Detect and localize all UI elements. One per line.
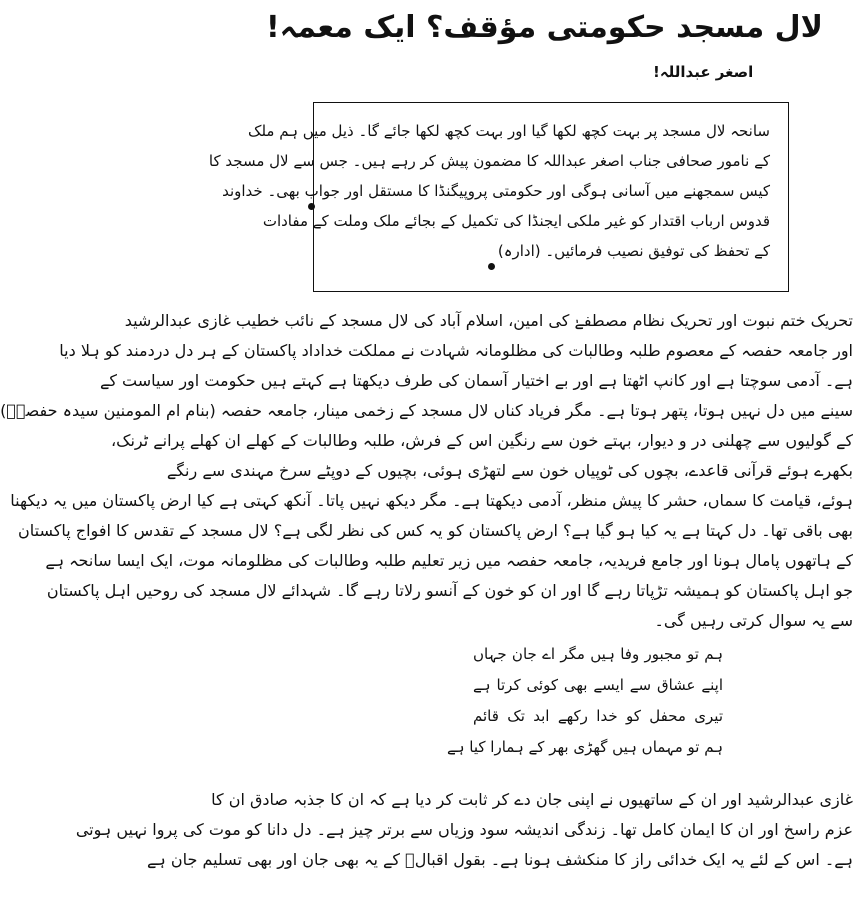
bullet-dot-icon bbox=[488, 263, 495, 270]
editorial-note-line: سانحہ لال مسجد پر بہت کچھ لکھا گیا اور بہت کچھ لکھا جائے گا۔ ذیل میں ہم ملک bbox=[248, 122, 770, 140]
bullet-dot-icon bbox=[308, 203, 315, 210]
poem-verse-line: اپنے عشاق سے ایسے بھی کوئی کرتا ہے bbox=[473, 676, 723, 694]
body-paragraph-line: کے ہاتھوں پامال ہونا اور جامع فریدیہ، جامعہ حفصہ میں زیر تعلیم طلبہ وطالبات کی مظلومانہ موت، ایک ایسا سانحہ ہے bbox=[45, 551, 853, 570]
body-paragraph-line: تحریک ختم نبوت اور تحریک نظام مصطفےٰ کی امین، اسلام آباد کی لال مسجد کے نائب خطیب غازی عبدالرشید bbox=[124, 311, 853, 330]
body-paragraph-line: اور جامعہ حفصہ کے معصوم طلبہ وطالبات کی مظلومانہ شہادت نے مملکت خداداد پاکستان کے ہر دل دردمند کو ہلا دیا bbox=[59, 341, 853, 360]
body-paragraph-line: سے یہ سوال کرتی رہیں گی۔ bbox=[654, 611, 853, 630]
body-paragraph-line: سینے میں دل نہیں ہوتا، پتھر ہوتا ہے۔ مگر فریاد کناں لال مسجد کے زخمی مینار، جامعہ حفصہ (بنام ام المومنین سیدہ حفصہؓ) bbox=[0, 401, 853, 420]
poem-verse-line: ہم تو مجبور وفا ہیں مگر اے جان جہاں bbox=[473, 645, 723, 663]
body-paragraph-line: بکھرے ہوئے قرآنی قاعدے، بچوں کی ٹوپیاں خون سے لتھڑی ہوئی، بچیوں کے دوپٹے سرخ مہندی سے رنگے bbox=[166, 461, 853, 480]
editorial-note-line: قدوس ارباب اقتدار کو غیر ملکی ایجنڈا کی تکمیل کے بجائے ملک وملت کے مفادات bbox=[262, 212, 770, 230]
body-paragraph-line: جو اہل پاکستان کو ہمیشہ تڑپاتا رہے گا اور ان کو خون کے آنسو رلاتا رہے گا۔ شہدائے لال مسجد کی روحیں اہل پاکستان bbox=[46, 581, 853, 600]
body-paragraph-line: کے گولیوں سے چھلنی در و دیوار، بہتے خون سے رنگین اس کے فرش، طلبہ وطالبات کے کھلے ان کھلے پرانے ٹرنک، bbox=[110, 431, 853, 450]
editorial-note-line: کے تحفظ کی توفیق نصیب فرمائیں۔ (ادارہ) bbox=[497, 242, 770, 260]
editorial-note-line: کے نامور صحافی جناب اصغر عبداللہ کا مضمون پیش کر رہے ہیں۔ جس سے لال مسجد کا bbox=[208, 152, 770, 170]
editorial-note-line: کیس سمجھنے میں آسانی ہوگی اور حکومتی پروپیگنڈا کا مستقل اور جواب بھی۔ خداوند bbox=[222, 182, 770, 200]
body-paragraph-line: ہے۔ آدمی سوچتا ہے اور کانپ اٹھتا ہے اور بے اختیار آسمان کی طرف دیکھتا ہے کہتے ہیں حکومت اور سیاست کے bbox=[99, 371, 853, 390]
editorial-note-box bbox=[208, 102, 789, 292]
poem-verse-line: تیری محفل کو خدا رکھے ابد تک قائم bbox=[473, 707, 723, 725]
body-paragraph-line: ہوئے، قیامت کا سماں، حشر کا پیش منظر، آدمی دیکھتا ہے۔ مگر دیکھ نہیں پاتا۔ آنکھ کہتی ہے کیا ارض پاکستان میں یہ دیکھنا bbox=[10, 491, 853, 510]
author-name: اصغر عبداللہ! bbox=[653, 63, 754, 81]
closing-paragraph-line: ہے۔ اس کے لئے یہ ایک خدائی راز کا منکشف ہونا ہے۔ بقول اقبالؒ کے یہ بھی جان اور بھی تسلیم جان ہے bbox=[147, 850, 853, 869]
body-paragraph-line: بھی باقی تھا۔ دل کہتا ہے یہ کیا ہو گیا ہے؟ ارض پاکستان کو یہ کس کی نظر لگی ہے؟ لال مسجد کے تقدس کا افواج پاکستان bbox=[18, 521, 853, 540]
poem-verse-line: ہم تو مہماں ہیں گھڑی بھر کے ہمارا کیا ہے bbox=[446, 738, 723, 756]
article-title: لال مسجد حکومتی مؤقف؟ ایک معمہ! bbox=[266, 10, 823, 45]
closing-paragraph-line: غازی عبدالرشید اور ان کے ساتھیوں نے اپنی جان دے کر ثابت کر دیا ہے کہ ان کا جذبہ صادق ان کا bbox=[211, 790, 853, 809]
closing-paragraph-line: عزم راسخ اور ان کا ایمان کامل تھا۔ زندگی اندیشہ سود وزیاں سے برتر چیز ہے۔ دل دانا کو موت کی پروا نہیں ہوتی bbox=[75, 820, 853, 839]
